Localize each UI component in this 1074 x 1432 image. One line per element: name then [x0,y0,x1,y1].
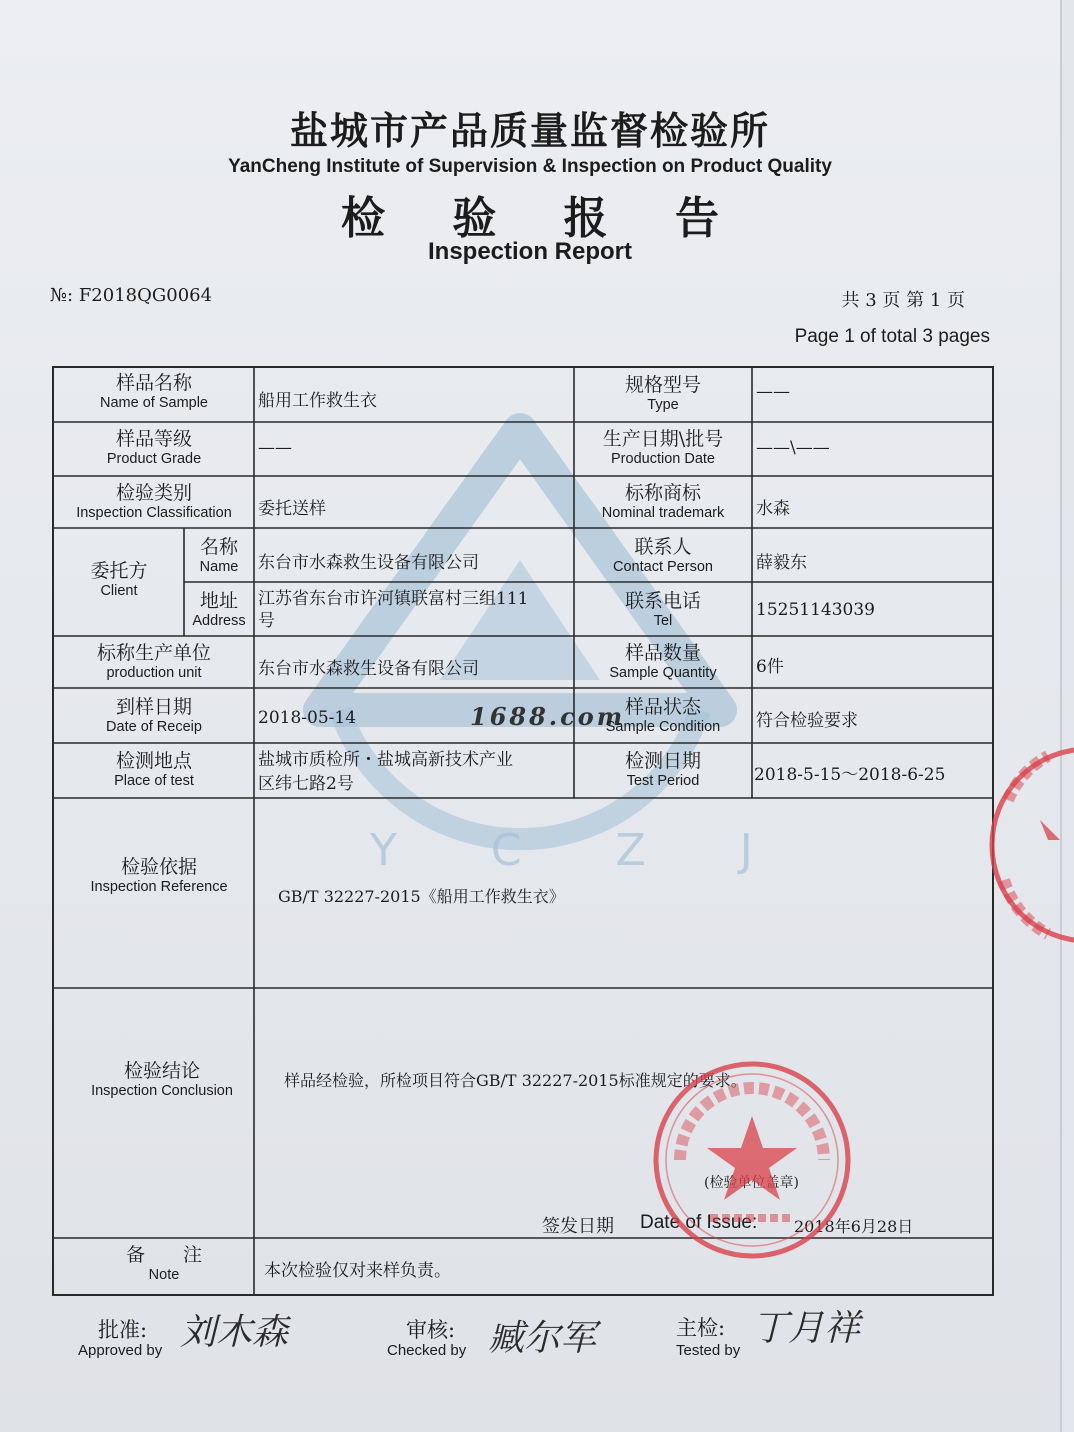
value-sample-name: 船用工作救生衣 [258,391,377,411]
tested-label-cn: 主检: [676,1316,726,1340]
issue-date-label-en: Date of Issue: [640,1212,758,1233]
label-place-en: Place of test [114,773,194,789]
approved-label-en: Approved by [78,1342,163,1359]
institute-title-en: YanCheng Institute of Supervision & Inspection on Product Quality [228,156,832,177]
label-address-cn: 地址 [199,590,238,612]
label-condition-en: Sample Condition [605,719,721,735]
label-conclusion-cn: 检验结论 [123,1060,200,1082]
watermark-text: 1688.com [470,702,626,731]
label-classification-cn: 检验类别 [115,482,192,504]
label-conclusion-en: Inspection Conclusion [91,1083,233,1099]
value-place-line1: 盐城市质检所・盐城高新技术产业 [258,750,513,770]
checked-label-en: Checked by [387,1342,467,1359]
label-place-cn: 检测地点 [115,750,192,772]
value-production-unit: 东台市水森救生设备有限公司 [258,659,479,679]
report-title-cn: 检 验 报 告 [341,193,745,244]
value-quantity: 6件 [756,657,784,677]
value-place-line2: 区纬七路2号 [258,774,354,794]
checked-label-cn: 审核: [406,1318,456,1342]
value-production-date: ——\—— [756,438,830,458]
label-client-name-en: Name [199,559,239,575]
label-grade-en: Product Grade [106,451,202,467]
label-receipt-date-cn: 到样日期 [115,696,192,718]
label-sample-name-cn: 样品名称 [115,372,192,394]
label-classification-en: Inspection Classification [76,505,232,521]
label-type-en: Type [647,397,679,413]
label-client-cn: 委托方 [90,560,148,582]
report-title-en: Inspection Report [427,238,632,265]
official-seal-icon [650,1058,854,1262]
label-reference-en: Inspection Reference [90,879,228,895]
label-type-cn: 规格型号 [624,374,701,396]
issue-date-label-cn: 签发日期 [542,1216,614,1237]
label-production-date-cn: 生产日期\批号 [602,428,724,450]
value-client-name: 东台市水森救生设备有限公司 [258,553,479,573]
value-trademark: 水森 [756,499,790,519]
label-tel-cn: 联系电话 [624,590,701,612]
label-receipt-date-en: Date of Receip [106,719,202,735]
checked-signature: 臧尔军 [488,1318,597,1359]
value-contact: 薛毅东 [756,553,807,573]
label-note-cn: 备 注 [125,1244,202,1266]
label-client-name-cn: 名称 [199,536,238,558]
value-receipt-date: 2018-05-14 [258,708,357,728]
label-contact-cn: 联系人 [634,536,692,558]
label-quantity-en: Sample Quantity [609,665,717,681]
value-test-period: 2018-5-15～2018-6-25 [754,765,946,785]
label-production-date-en: Production Date [611,451,715,467]
value-grade: —— [258,438,292,458]
label-test-period-cn: 检测日期 [624,750,701,772]
watermark-letters: Y C Z J [370,825,793,876]
seal-note: (检验单位盖章) [704,1175,799,1191]
label-address-en: Address [192,613,246,629]
label-reference-cn: 检验依据 [120,856,197,878]
label-test-period-en: Test Period [626,773,700,789]
label-production-unit-en: production unit [106,665,202,681]
approved-label-cn: 批准: [98,1318,148,1342]
page-indicator-cn: 共 3 页 第 1 页 [841,290,965,311]
value-type: —— [756,382,790,402]
label-quantity-cn: 样品数量 [624,642,701,664]
label-client-en: Client [100,583,138,599]
partial-seal-icon [988,740,1060,950]
tested-label-en: Tested by [676,1342,741,1359]
label-trademark-en: Nominal trademark [601,505,725,521]
value-classification: 委托送样 [258,499,326,519]
approved-signature: 刘木森 [180,1312,289,1353]
label-grade-cn: 样品等级 [115,428,192,450]
value-address-line1: 江苏省东台市许河镇联富村三组111 [258,589,529,609]
value-address-line2: 号 [258,611,275,631]
label-production-unit-cn: 标称生产单位 [96,642,211,664]
value-conclusion: 样品经检验，所检项目符合GB/T 32227-2015标准规定的要求。 [284,1071,747,1090]
label-sample-name-en: Name of Sample [100,395,208,411]
page-indicator-en: Page 1 of total 3 pages [794,326,990,347]
issue-date-value: 2018年6月28日 [794,1217,914,1236]
value-reference: GB/T 32227-2015《船用工作救生衣》 [278,887,565,906]
label-tel-en: Tel [653,613,673,629]
document-number: №: F2018QG0064 [50,285,213,306]
label-contact-en: Contact Person [613,559,713,575]
label-note-en: Note [148,1267,180,1283]
value-note: 本次检验仅对来样负责。 [264,1261,451,1281]
value-condition: 符合检验要求 [756,711,858,731]
value-tel: 15251143039 [756,600,875,620]
label-condition-cn: 样品状态 [624,696,701,718]
label-trademark-cn: 标称商标 [624,482,701,504]
institute-title-cn: 盐城市产品质量监督检验所 [289,108,770,153]
tested-signature: 丁月祥 [752,1308,861,1349]
